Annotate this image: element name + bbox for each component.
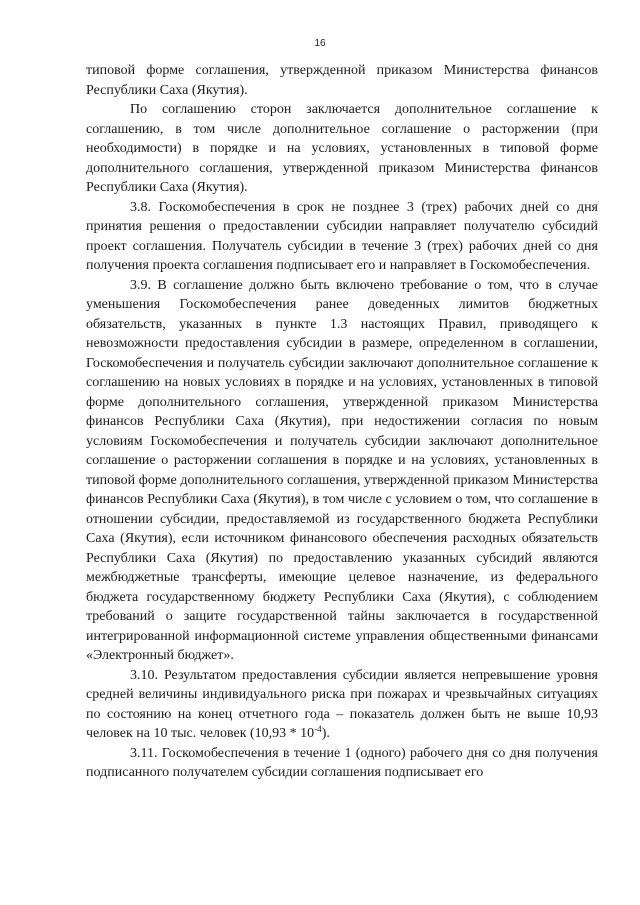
paragraph-3-8 <box>86 198 598 276</box>
paragraph-additional-agreement <box>86 100 598 198</box>
paragraph-text: 3.8. Госкомобеспечения в срок не позднее 3 (трех) рабочих дней со дня принятия решения о предоставлении субсидии направляет получателю субсидий проект соглашения. Получатель субсидии в течение 3 (трех) рабочих дней со дня получения проекта соглашения подписывает его и направляет в Госкомобеспечения. <box>86 199 598 273</box>
paragraph-3-10 <box>86 666 598 744</box>
paragraph-text: 3.11. Госкомобеспечения в течение 1 (одного) рабочего дня со дня получения подписанного получателем субсидии соглашения подписывает его <box>86 745 598 780</box>
document-body <box>86 61 598 783</box>
exponent-superscript: -4 <box>314 724 322 734</box>
paragraph-text: 3.10. Результатом предоставления субсидии является непревышение уровня средней величины индивидуального риска при пожарах и чрезвычайных ситуациях по состоянию на конец отчетного года – показатель должен быть не выше 10,93 человек на 10 тыс. человек (10,93 * 10 <box>86 667 598 741</box>
paragraph-text: 3.9. В соглашение должно быть включено требование о том, что в случае уменьшения Госкомобеспечения ранее доведенных лимитов бюджетных обязательств, указанных в пункте 1.3 настоящих Правил, приводящего к невозможности предоставления субсидии в размере, определенном в соглашении, Госкомобеспечения и получатель субсидии заключают дополнительное соглашение к соглашению на новых условиях в порядке и на условиях, установленных в типовой форме дополнительного соглашения, утвержденной приказом Министерства финансов Республики Саха (Якутия), при недостижении согласия по новым условиям Госкомобеспечения и получатель субсидии заключают дополнительное соглашение о расторжении соглашения в порядке и на условиях, установленных в типовой форме дополнительного соглашения, утвержденной приказом Министерства финансов Республики Саха (Якутия), в том числе с условием о том, что соглашение в отношении субсидии, предоставляемой из государственного бюджета Республики Саха (Якутия), если источником финансового обеспечения расходных обязательств Республики Саха (Якутия) по предоставлению указанных субсидий являются межбюджетные трансферты, имеющие целевое назначение, из федерального бюджета государственному бюджету Республики Саха (Якутия), с соблюдением требований о защите государственной тайны заключается в государственной интегрированной информационной системе управления общественными финансами «Электронный бюджет». <box>86 277 598 663</box>
page-number: 16 <box>314 38 326 49</box>
paragraph-3-9 <box>86 276 598 666</box>
paragraph-text: типовой форме соглашения, утвержденной приказом Министерства финансов Республики Саха (Якутия). <box>86 63 598 98</box>
paragraph-continuation <box>86 61 598 100</box>
paragraph-tail: ). <box>321 726 330 741</box>
paragraph-3-11 <box>86 744 598 783</box>
paragraph-text: По соглашению сторон заключается дополнительное соглашение к соглашению, в том числе дополнительное соглашение о расторжении (при необходимости) в порядке и на условиях, установленных в типовой форме дополнительного соглашения, утвержденной приказом Министерства финансов Республики Саха (Якутия). <box>86 102 598 195</box>
